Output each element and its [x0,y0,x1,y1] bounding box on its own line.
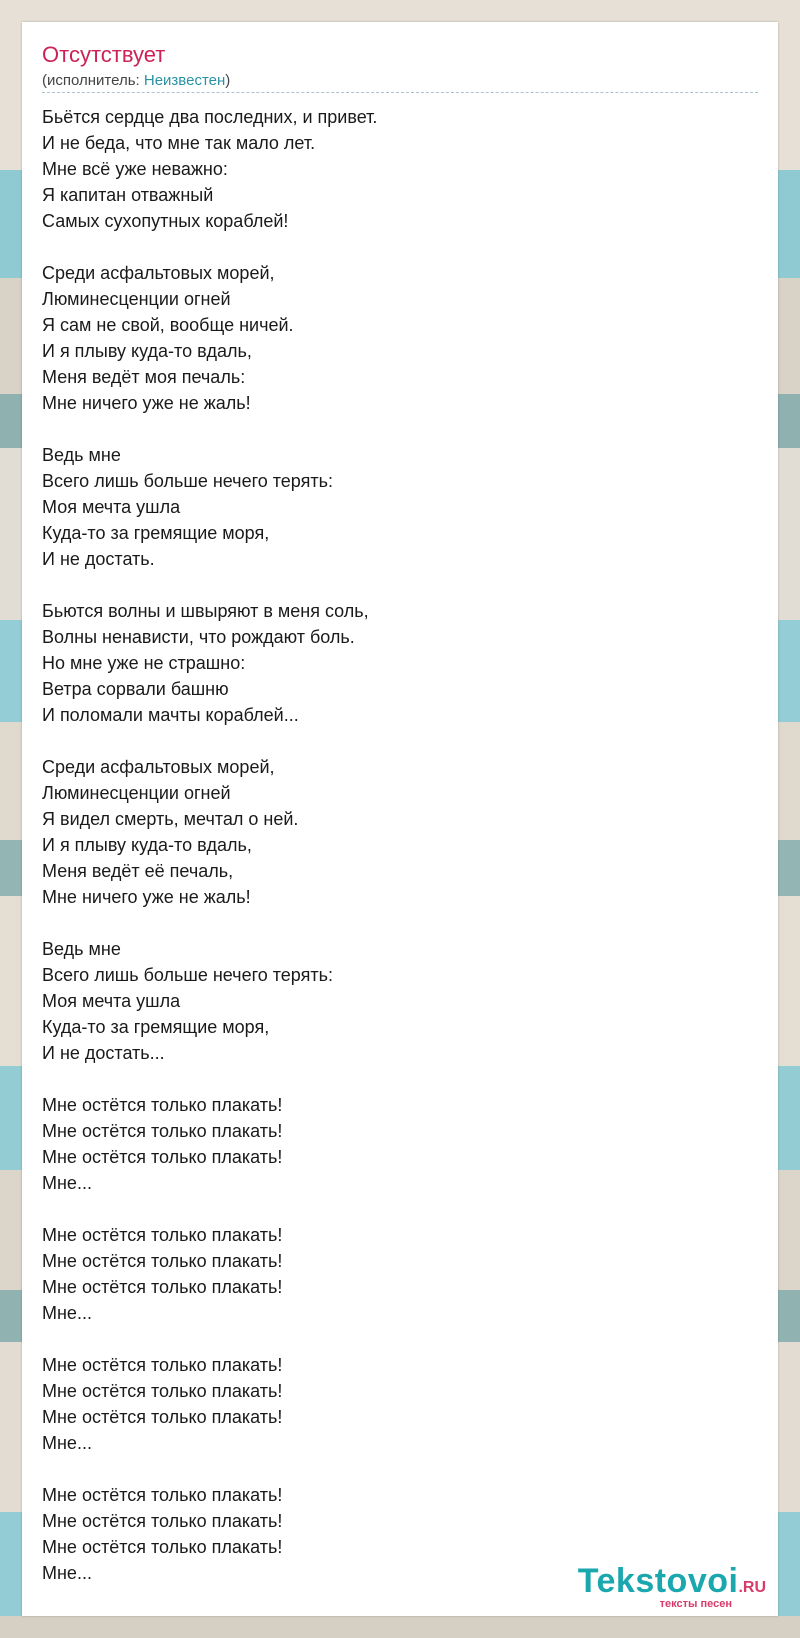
logo-tagline: тексты песен [659,1598,732,1610]
lyrics-text: Бьётся сердце два последних, и привет. И не беда, что мне так мало лет. Мне всё уже неважно: Я капитан отважный Самых сухопутных кораблей! Среди асфальтовых морей, Люминесценции огней Я сам не свой, вообще ничей. И я плыву куда-то вдаль, Меня ведёт моя печаль: Мне ничего уже не жаль! Ведь мне Всего лишь больше нечего терять: Моя мечта ушла Куда-то за гремящие моря, И не достать. Бьются волны и швыряют в меня соль, Волны ненависти, что рождают боль. Но мне уже не страшно: Ветра сорвали башню И поломали мачты кораблей... Среди асфальтовых морей, Люминесценции огней Я видел смерть, мечтал о ней. И я плыву куда-то вдаль, Меня ведёт её печаль, Мне ничего уже не жаль! Ведь мне Всего лишь больше нечего терять: Моя мечта ушла Куда-то за гремящие моря, И не достать... Мне остётся только плакать! Мне остётся только плакать! Мне остётся только плакать! Мне... Мне остётся только плакать! Мне остётся только плакать! Мне остётся только плакать! Мне... Мне остётся только плакать! Мне остётся только плакать! Мне остётся только плакать! Мне... Мне остётся только плакать! Мне остётся только плакать! Мне остётся только плакать! Мне... [42,107,378,1583]
artist-label: (исполнитель: [42,72,144,89]
site-logo[interactable] [578,1564,766,1610]
title-divider [42,92,758,93]
artist-link[interactable]: Неизвестен [143,72,226,89]
logo-main-text: Tekstovoi [577,1562,739,1600]
artist-close: ) [225,72,231,89]
lyrics-card [22,22,778,1616]
artist-byline [42,72,230,90]
logo-suffix-text: .RU [738,1579,766,1596]
song-title: Отсутствует [42,42,166,67]
